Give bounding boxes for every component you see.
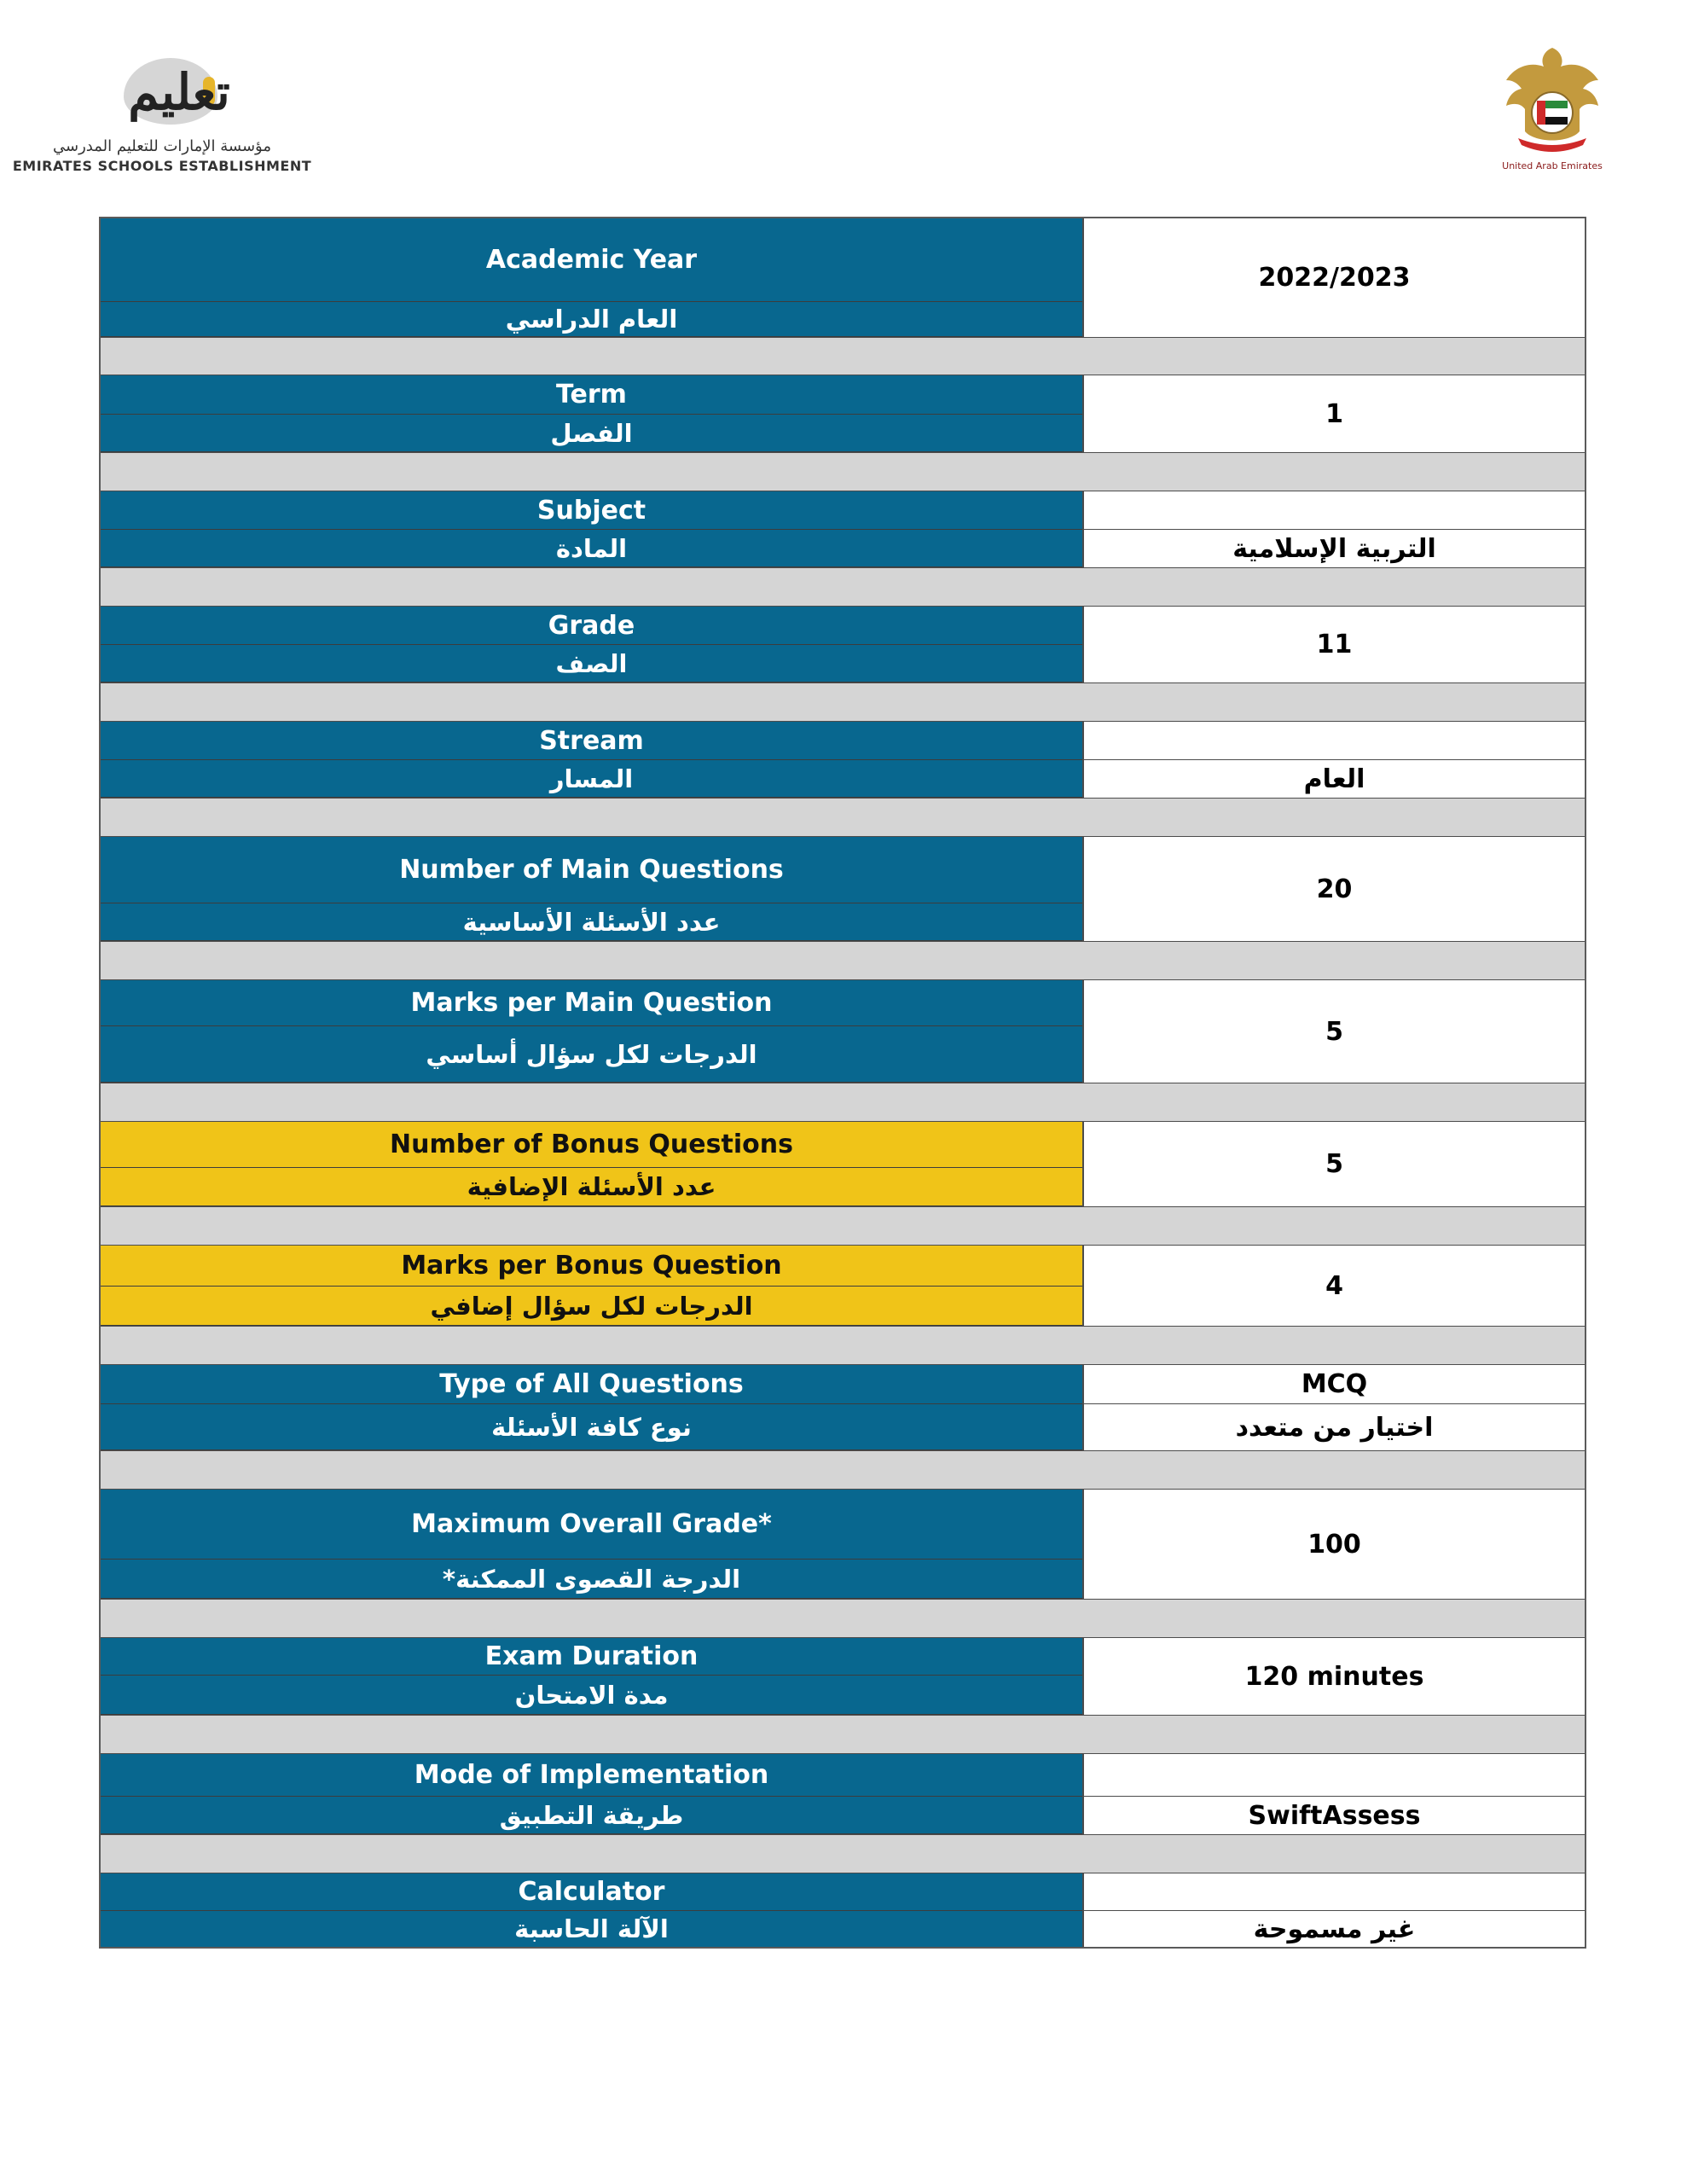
label-marks-main-en: Marks per Main Question <box>101 980 1082 1026</box>
row-separator <box>101 1206 1585 1246</box>
label-duration-en: Exam Duration <box>101 1638 1082 1676</box>
page-header <box>0 0 1687 196</box>
label-calculator-en: Calculator <box>101 1873 1082 1911</box>
label-max-grade-en: Maximum Overall Grade* <box>101 1490 1082 1560</box>
label-term-ar: الفصل <box>101 415 1082 452</box>
label-academic-year-en: Academic Year <box>101 218 1082 302</box>
value-subject-empty <box>1082 491 1585 530</box>
row-separator <box>101 452 1585 491</box>
label-calculator-ar: الآلة الحاسبة <box>101 1911 1082 1947</box>
label-bonus-questions-ar: عدد الأسئلة الإضافية <box>101 1168 1082 1206</box>
label-subject-ar: المادة <box>101 530 1082 567</box>
value-bonus-questions: 5 <box>1082 1122 1585 1206</box>
emblem-caption: United Arab Emirates <box>1502 160 1603 171</box>
value-calculator: غير مسموحة <box>1082 1911 1585 1947</box>
row-separator <box>101 1715 1585 1754</box>
label-marks-main-ar: الدرجات لكل سؤال أساسي <box>101 1026 1082 1083</box>
label-question-type-ar: نوع كافة الأسئلة <box>101 1404 1082 1450</box>
label-academic-year-ar: العام الدراسي <box>101 302 1082 337</box>
value-stream-empty <box>1082 722 1585 760</box>
label-subject-en: Subject <box>101 491 1082 530</box>
row-separator <box>101 1450 1585 1490</box>
logo-arabic-name: مؤسسة الإمارات للتعليم المدرسي <box>53 137 271 155</box>
row-separator <box>101 567 1585 607</box>
row-separator <box>101 682 1585 722</box>
value-stream: العام <box>1082 760 1585 798</box>
row-separator <box>101 1326 1585 1365</box>
label-grade-en: Grade <box>101 607 1082 645</box>
label-term-en: Term <box>101 375 1082 415</box>
row-separator <box>101 798 1585 837</box>
row-separator <box>101 1083 1585 1122</box>
label-mode-ar: طريقة التطبيق <box>101 1797 1082 1834</box>
label-marks-bonus-en: Marks per Bonus Question <box>101 1246 1082 1287</box>
taleem-logo <box>9 51 316 179</box>
value-question-type-en: MCQ <box>1082 1365 1585 1404</box>
value-mode: SwiftAssess <box>1082 1797 1585 1834</box>
label-stream-en: Stream <box>101 722 1082 760</box>
value-grade: 11 <box>1082 607 1585 682</box>
value-duration: 120 minutes <box>1082 1638 1585 1715</box>
value-subject: التربية الإسلامية <box>1082 530 1585 567</box>
label-bonus-questions-en: Number of Bonus Questions <box>101 1122 1082 1168</box>
value-marks-bonus: 4 <box>1082 1246 1585 1326</box>
logo-word: تعليم <box>128 63 230 121</box>
value-calculator-empty <box>1082 1873 1585 1911</box>
falcon-emblem-icon <box>1493 43 1612 159</box>
label-main-questions-ar: عدد الأسئلة الأساسية <box>101 903 1082 941</box>
label-grade-ar: الصف <box>101 645 1082 682</box>
label-question-type-en: Type of All Questions <box>101 1365 1082 1404</box>
label-mode-en: Mode of Implementation <box>101 1754 1082 1797</box>
row-separator <box>101 1599 1585 1638</box>
value-marks-main: 5 <box>1082 980 1585 1083</box>
value-term: 1 <box>1082 375 1585 452</box>
label-stream-ar: المسار <box>101 760 1082 798</box>
row-separator <box>101 337 1585 375</box>
value-mode-empty <box>1082 1754 1585 1797</box>
value-main-questions: 20 <box>1082 837 1585 941</box>
uae-emblem <box>1493 43 1612 179</box>
exam-info-table <box>99 217 1586 1949</box>
label-max-grade-ar: الدرجة القصوى الممكنة* <box>101 1560 1082 1599</box>
value-question-type-ar: اختيار من متعدد <box>1082 1404 1585 1450</box>
label-main-questions-en: Number of Main Questions <box>101 837 1082 903</box>
value-max-grade: 100 <box>1082 1490 1585 1599</box>
row-separator <box>101 1834 1585 1873</box>
logo-english-name: EMIRATES SCHOOLS ESTABLISHMENT <box>12 158 312 174</box>
label-duration-ar: مدة الامتحان <box>101 1676 1082 1715</box>
value-academic-year: 2022/2023 <box>1082 218 1585 337</box>
label-marks-bonus-ar: الدرجات لكل سؤال إضافي <box>101 1287 1082 1326</box>
row-separator <box>101 941 1585 980</box>
